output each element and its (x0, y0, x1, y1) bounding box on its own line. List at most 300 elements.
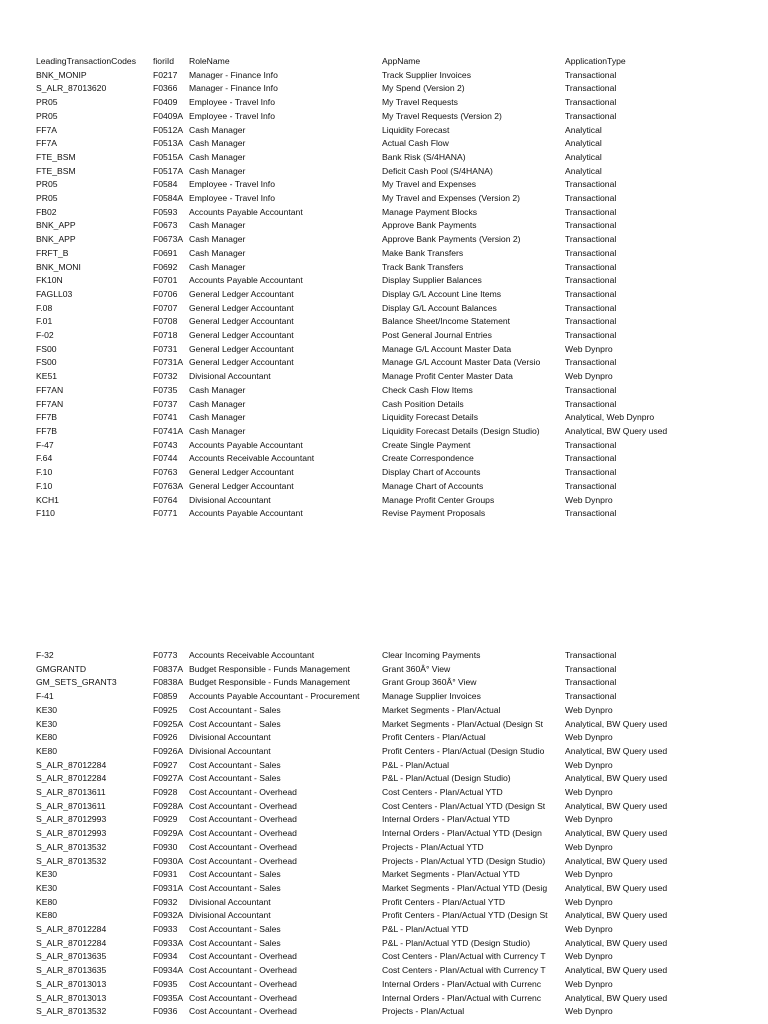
cell-app-name: Actual Cash Flow (382, 138, 449, 149)
cell-app-name: Market Segments - Plan/Actual YTD (Desig (382, 882, 548, 893)
cell-role-name: Cost Accountant - Overhead (189, 800, 297, 811)
cell-role-name: Cash Manager (189, 247, 246, 258)
cell-fiori-id: F0741 (153, 412, 178, 423)
table-row (36, 329, 725, 343)
cell-application-type: Transactional (565, 261, 617, 272)
cell-application-type: Web Dynpro (565, 896, 613, 907)
cell-fiori-id: F0931A (153, 882, 184, 893)
cell-application-type: Transactional (565, 357, 617, 368)
table-row (36, 165, 725, 179)
table-row (36, 343, 725, 357)
cell-transaction-code: S_ALR_87012284 (36, 773, 107, 784)
table-row (36, 219, 725, 233)
cell-fiori-id: F0513A (153, 138, 184, 149)
cell-transaction-code: S_ALR_87013013 (36, 978, 107, 989)
cell-application-type: Analytical, BW Query used (565, 745, 668, 756)
table-row (36, 813, 725, 827)
table-row (36, 896, 725, 910)
cell-application-type: Transactional (565, 110, 617, 121)
cell-fiori-id: F0515A (153, 151, 184, 162)
cell-transaction-code: F-32 (36, 650, 54, 660)
cell-fiori-id: F0409A (153, 110, 184, 121)
table-row (36, 1005, 725, 1019)
cell-fiori-id: F0838A (153, 677, 184, 688)
cell-app-name: My Spend (Version 2) (382, 83, 465, 94)
cell-fiori-id: F0735 (153, 384, 178, 395)
table-row (36, 439, 725, 453)
cell-role-name: Cost Accountant - Sales (189, 718, 281, 729)
table-row (36, 800, 725, 814)
cell-transaction-code: S_ALR_87013620 (36, 83, 107, 94)
cell-application-type: Web Dynpro (565, 371, 613, 382)
cell-role-name: Cost Accountant - Overhead (189, 992, 297, 1003)
table-row (36, 992, 725, 1006)
cell-role-name: Employee - Travel Info (189, 179, 275, 190)
cell-role-name: Cash Manager (189, 261, 246, 272)
cell-application-type: Analytical, BW Query used (565, 425, 668, 436)
cell-transaction-code: F110 (36, 508, 55, 519)
cell-transaction-code: S_ALR_87013611 (36, 800, 106, 811)
cell-transaction-code: F-41 (36, 691, 54, 702)
cell-role-name: General Ledger Accountant (189, 467, 294, 478)
cell-application-type: Transactional (565, 206, 617, 217)
cell-application-type: Transactional (565, 220, 617, 231)
cell-transaction-code: S_ALR_87013532 (36, 1006, 107, 1017)
cell-fiori-id: F0930A (153, 855, 184, 866)
cell-fiori-id: F0928A (153, 800, 184, 811)
cell-fiori-id: F0935A (153, 992, 184, 1003)
cell-transaction-code: S_ALR_87012284 (36, 937, 107, 948)
cell-fiori-id: F0708 (153, 316, 178, 327)
cell-app-name: Create Correspondence (382, 453, 474, 464)
cell-fiori-id: F0217 (153, 69, 178, 80)
cell-transaction-code: FAGLL03 (36, 288, 73, 299)
cell-transaction-code: FS00 (36, 343, 57, 354)
cell-role-name: Cash Manager (189, 384, 246, 395)
cell-transaction-code: FTE_BSM (36, 151, 76, 162)
cell-role-name: Accounts Payable Accountant (189, 508, 303, 519)
cell-app-name: Internal Orders - Plan/Actual YTD (382, 814, 510, 825)
cell-transaction-code: GM_SETS_GRANT3 (36, 677, 117, 688)
table-row (36, 261, 725, 275)
cell-app-name: Grant 360Â° View (382, 663, 451, 674)
cell-transaction-code: F-02 (36, 330, 54, 341)
cell-transaction-code: KE30 (36, 718, 58, 729)
cell-application-type: Transactional (565, 453, 617, 464)
cell-transaction-code: KE30 (36, 869, 58, 880)
cell-role-name: Divisional Accountant (189, 896, 271, 907)
cell-fiori-id: F0673A (153, 234, 184, 245)
cell-role-name: Divisional Accountant (189, 910, 271, 921)
cell-application-type: Analytical, Web Dynpro (565, 412, 655, 423)
cell-transaction-code: KE51 (36, 371, 58, 382)
cell-application-type: Web Dynpro (565, 732, 613, 743)
header-leading-transaction-codes: LeadingTransactionCodes (36, 56, 137, 66)
cell-transaction-code: FF7AN (36, 398, 64, 409)
cell-application-type: Transactional (565, 83, 617, 94)
cell-transaction-code: FF7B (36, 425, 58, 436)
cell-transaction-code: KE30 (36, 882, 58, 893)
cell-application-type: Transactional (565, 650, 617, 660)
cell-application-type: Analytical, BW Query used (565, 992, 668, 1003)
cell-app-name: Make Bank Transfers (382, 247, 464, 258)
cell-transaction-code: FF7A (36, 124, 58, 135)
header-fiori-id: fioriId (153, 56, 175, 66)
cell-transaction-code: BNK_APP (36, 220, 76, 231)
cell-fiori-id: F0929 (153, 814, 178, 825)
cell-role-name: Cost Accountant - Overhead (189, 951, 297, 962)
cell-role-name: Divisional Accountant (189, 732, 271, 743)
table-row (36, 82, 725, 96)
cell-app-name: Create Single Payment (382, 439, 471, 450)
cell-transaction-code: BNK_APP (36, 234, 76, 245)
cell-app-name: Profit Centers - Plan/Actual (382, 732, 486, 743)
cell-app-name: Clear Incoming Payments (382, 650, 481, 660)
cell-transaction-code: PR05 (36, 110, 58, 121)
cell-transaction-code: KE80 (36, 732, 58, 743)
table-row (36, 398, 725, 412)
cell-fiori-id: F0930 (153, 841, 178, 852)
cell-role-name: Cost Accountant - Overhead (189, 1006, 297, 1017)
cell-application-type: Web Dynpro (565, 814, 613, 825)
cell-role-name: Budget Responsible - Funds Management (189, 663, 350, 674)
cell-role-name: Budget Responsible - Funds Management (189, 677, 350, 688)
table-row (36, 923, 725, 937)
table-row (36, 868, 725, 882)
cell-app-name: Cash Position Details (382, 398, 464, 409)
table-row (36, 704, 725, 718)
cell-fiori-id: F0771 (153, 508, 178, 519)
cell-app-name: Display G/L Account Balances (382, 302, 497, 313)
cell-application-type: Analytical, BW Query used (565, 855, 668, 866)
cell-fiori-id: F0584 (153, 179, 178, 190)
cell-role-name: Cost Accountant - Sales (189, 924, 281, 935)
cell-role-name: Cost Accountant - Overhead (189, 828, 297, 839)
cell-application-type: Transactional (565, 439, 617, 450)
cell-fiori-id: F0744 (153, 453, 178, 464)
cell-role-name: Accounts Payable Accountant (189, 439, 303, 450)
cell-fiori-id: F0512A (153, 124, 184, 135)
table-row (36, 110, 725, 124)
cell-transaction-code: FK10N (36, 275, 63, 286)
cell-app-name: Revise Payment Proposals (382, 508, 486, 519)
cell-application-type: Analytical (565, 138, 602, 149)
cell-transaction-code: FF7A (36, 138, 58, 149)
cell-application-type: Analytical, BW Query used (565, 937, 668, 948)
cell-application-type: Analytical, BW Query used (565, 910, 668, 921)
cell-fiori-id: F0936 (153, 1006, 178, 1017)
cell-transaction-code: FS00 (36, 357, 57, 368)
cell-role-name: Cost Accountant - Overhead (189, 841, 297, 852)
cell-transaction-code: F.08 (36, 302, 53, 313)
cell-application-type: Analytical, BW Query used (565, 718, 668, 729)
cell-fiori-id: F0731 (153, 343, 178, 354)
cell-role-name: Cost Accountant - Sales (189, 704, 281, 715)
cell-transaction-code: F.10 (36, 480, 53, 491)
cell-transaction-code: KE30 (36, 704, 58, 715)
cell-fiori-id: F0933A (153, 937, 184, 948)
cell-fiori-id: F0731A (153, 357, 184, 368)
cell-role-name: Manager - Finance Info (189, 83, 278, 94)
cell-application-type: Analytical (565, 165, 602, 176)
cell-app-name: Internal Orders - Plan/Actual with Currenc (382, 978, 542, 989)
cell-application-type: Analytical, BW Query used (565, 800, 668, 811)
table-row (36, 882, 725, 896)
cell-application-type: Analytical, BW Query used (565, 965, 668, 976)
header-app-name: AppName (382, 56, 421, 66)
cell-fiori-id: F0929A (153, 828, 184, 839)
table-row (36, 649, 725, 663)
cell-fiori-id: F0859 (153, 691, 178, 702)
table-row (36, 151, 725, 165)
table-row (36, 841, 725, 855)
cell-application-type: Transactional (565, 179, 617, 190)
cell-fiori-id: F0764 (153, 494, 178, 505)
table-row (36, 855, 725, 869)
cell-role-name: Accounts Payable Accountant (189, 206, 303, 217)
cell-app-name: Liquidity Forecast (382, 124, 450, 135)
cell-application-type: Transactional (565, 480, 617, 491)
cell-fiori-id: F0692 (153, 261, 178, 272)
cell-application-type: Web Dynpro (565, 1006, 613, 1017)
cell-fiori-id: F0691 (153, 247, 178, 258)
cell-transaction-code: FRFT_B (36, 247, 69, 258)
cell-app-name: Approve Bank Payments (382, 220, 477, 231)
cell-app-name: Grant Group 360Â° View (382, 677, 477, 688)
cell-app-name: Market Segments - Plan/Actual (382, 704, 501, 715)
cell-fiori-id: F0732 (153, 371, 178, 382)
cell-app-name: P&L - Plan/Actual (Design Studio) (382, 773, 511, 784)
cell-application-type: Transactional (565, 384, 617, 395)
cell-role-name: Cost Accountant - Sales (189, 937, 281, 948)
cell-application-type: Transactional (565, 97, 617, 108)
table-row (36, 480, 725, 494)
cell-application-type: Web Dynpro (565, 978, 613, 989)
cell-application-type: Analytical (565, 124, 602, 135)
cell-role-name: Divisional Accountant (189, 371, 271, 382)
cell-transaction-code: KE80 (36, 896, 58, 907)
cell-fiori-id: F0743 (153, 439, 178, 450)
table-row (36, 494, 725, 508)
table-row (36, 384, 725, 398)
cell-fiori-id: F0927A (153, 773, 184, 784)
cell-app-name: P&L - Plan/Actual YTD (382, 924, 469, 935)
table-row (36, 247, 725, 261)
cell-fiori-id: F0593 (153, 206, 178, 217)
cell-app-name: Profit Centers - Plan/Actual YTD (Design St (382, 910, 548, 921)
cell-role-name: Cash Manager (189, 412, 246, 423)
table-row (36, 452, 725, 466)
cell-transaction-code: S_ALR_87013611 (36, 787, 106, 798)
cell-application-type: Transactional (565, 193, 617, 204)
cell-application-type: Analytical (565, 151, 602, 162)
cell-role-name: Cost Accountant - Overhead (189, 855, 297, 866)
cell-application-type: Transactional (565, 508, 617, 519)
cell-app-name: Cost Centers - Plan/Actual with Currency T (382, 965, 546, 976)
cell-fiori-id: F0409 (153, 97, 178, 108)
cell-fiori-id: F0718 (153, 330, 178, 341)
cell-app-name: Check Cash Flow Items (382, 384, 473, 395)
cell-app-name: Balance Sheet/Income Statement (382, 316, 511, 327)
cell-app-name: Deficit Cash Pool (S/4HANA) (382, 165, 493, 176)
cell-transaction-code: KE80 (36, 910, 58, 921)
cell-transaction-code: FF7AN (36, 384, 64, 395)
cell-app-name: Liquidity Forecast Details (382, 412, 479, 423)
cell-app-name: Profit Centers - Plan/Actual YTD (382, 896, 506, 907)
cell-app-name: Manage Profit Center Master Data (382, 371, 513, 382)
cell-role-name: Employee - Travel Info (189, 97, 275, 108)
cell-transaction-code: S_ALR_87013532 (36, 841, 107, 852)
table-row (36, 978, 725, 992)
table-row (36, 192, 725, 206)
cell-role-name: Cost Accountant - Sales (189, 759, 281, 770)
cell-transaction-code: F-47 (36, 439, 54, 450)
cell-transaction-code: S_ALR_87012993 (36, 828, 107, 839)
cell-application-type: Analytical, BW Query used (565, 882, 668, 893)
cell-fiori-id: F0837A (153, 663, 184, 674)
cell-app-name: Projects - Plan/Actual (382, 1006, 465, 1017)
cell-transaction-code: PR05 (36, 193, 58, 204)
cell-app-name: Display Supplier Balances (382, 275, 482, 286)
header-application-type: ApplicationType (565, 56, 626, 66)
cell-role-name: Cash Manager (189, 151, 246, 162)
table-row (36, 507, 725, 521)
cell-app-name: Liquidity Forecast Details (Design Studio) (382, 425, 540, 436)
table-row (36, 731, 725, 745)
table-row (36, 950, 725, 964)
cell-app-name: Display G/L Account Line Items (382, 288, 502, 299)
cell-transaction-code: F.01 (36, 316, 53, 327)
cell-application-type: Transactional (565, 398, 617, 409)
table-row (36, 759, 725, 773)
cell-fiori-id: F0673 (153, 220, 178, 231)
cell-fiori-id: F0741A (153, 425, 184, 436)
cell-role-name: Cost Accountant - Sales (189, 773, 281, 784)
table-row (36, 124, 725, 138)
cell-application-type: Analytical, BW Query used (565, 773, 668, 784)
cell-role-name: Cost Accountant - Overhead (189, 787, 297, 798)
cell-application-type: Analytical, BW Query used (565, 828, 668, 839)
table-row (36, 425, 725, 439)
cell-application-type: Transactional (565, 247, 617, 258)
cell-application-type: Transactional (565, 316, 617, 327)
cell-application-type: Web Dynpro (565, 343, 613, 354)
cell-role-name: General Ledger Accountant (189, 357, 294, 368)
table-row (36, 288, 725, 302)
cell-app-name: Bank Risk (S/4HANA) (382, 151, 466, 162)
table-row (36, 370, 725, 384)
cell-application-type: Web Dynpro (565, 924, 613, 935)
app-table-top (36, 55, 725, 521)
cell-transaction-code: FF7B (36, 412, 58, 423)
cell-role-name: General Ledger Accountant (189, 330, 294, 341)
cell-role-name: Cash Manager (189, 138, 246, 149)
cell-fiori-id: F0707 (153, 302, 178, 313)
cell-fiori-id: F0934 (153, 951, 178, 962)
cell-application-type: Web Dynpro (565, 869, 613, 880)
cell-fiori-id: F0935 (153, 978, 178, 989)
cell-role-name: Employee - Travel Info (189, 193, 275, 204)
cell-transaction-code: S_ALR_87012284 (36, 924, 107, 935)
table-row (36, 786, 725, 800)
cell-fiori-id: F0701 (153, 275, 178, 286)
cell-app-name: P&L - Plan/Actual (382, 759, 450, 770)
cell-role-name: Cash Manager (189, 165, 246, 176)
app-table-bottom (36, 649, 725, 1019)
cell-application-type: Transactional (565, 275, 617, 286)
cell-role-name: Cost Accountant - Overhead (189, 978, 297, 989)
table-row (36, 690, 725, 704)
cell-app-name: Projects - Plan/Actual YTD (Design Studio) (382, 855, 546, 866)
table-row (36, 274, 725, 288)
cell-app-name: Internal Orders - Plan/Actual YTD (Design (382, 828, 542, 839)
cell-fiori-id: F0737 (153, 398, 178, 409)
cell-app-name: Display Chart of Accounts (382, 467, 481, 478)
cell-role-name: Cost Accountant - Overhead (189, 814, 297, 825)
cell-app-name: My Travel and Expenses (Version 2) (382, 193, 521, 204)
cell-application-type: Transactional (565, 234, 617, 245)
cell-fiori-id: F0584A (153, 193, 184, 204)
cell-application-type: Web Dynpro (565, 787, 613, 798)
cell-fiori-id: F0925 (153, 704, 178, 715)
cell-role-name: General Ledger Accountant (189, 302, 294, 313)
table-row (36, 937, 725, 951)
cell-app-name: Track Bank Transfers (382, 261, 464, 272)
table-row (36, 356, 725, 370)
cell-role-name: Employee - Travel Info (189, 110, 275, 121)
cell-role-name: Cash Manager (189, 220, 246, 231)
table-row (36, 676, 725, 690)
cell-app-name: Cost Centers - Plan/Actual YTD (Design St (382, 800, 546, 811)
cell-fiori-id: F0763 (153, 467, 178, 478)
cell-app-name: Manage Chart of Accounts (382, 480, 484, 491)
cell-transaction-code: BNK_MONIP (36, 69, 87, 80)
cell-transaction-code: S_ALR_87013635 (36, 951, 107, 962)
cell-app-name: Manage Payment Blocks (382, 206, 478, 217)
cell-role-name: Accounts Receivable Accountant (189, 453, 315, 464)
cell-application-type: Web Dynpro (565, 759, 613, 770)
cell-application-type: Transactional (565, 288, 617, 299)
cell-app-name: Profit Centers - Plan/Actual (Design Studio (382, 745, 545, 756)
cell-fiori-id: F0763A (153, 480, 184, 491)
cell-app-name: My Travel Requests (382, 97, 458, 108)
cell-fiori-id: F0934A (153, 965, 184, 976)
table-row (36, 964, 725, 978)
cell-fiori-id: F0926 (153, 732, 178, 743)
cell-role-name: General Ledger Accountant (189, 343, 294, 354)
cell-fiori-id: F0933 (153, 924, 178, 935)
cell-application-type: Web Dynpro (565, 841, 613, 852)
cell-app-name: My Travel Requests (Version 2) (382, 110, 502, 121)
cell-app-name: P&L - Plan/Actual YTD (Design Studio) (382, 937, 531, 948)
cell-role-name: Cash Manager (189, 124, 246, 135)
cell-app-name: Projects - Plan/Actual YTD (382, 841, 484, 852)
cell-app-name: Manage G/L Account Master Data (Versio (382, 357, 541, 368)
cell-transaction-code: KE80 (36, 745, 58, 756)
cell-app-name: Market Segments - Plan/Actual (Design St (382, 718, 543, 729)
table-row (36, 411, 725, 425)
cell-fiori-id: F0932A (153, 910, 184, 921)
cell-role-name: Cost Accountant - Overhead (189, 965, 297, 976)
table-row (36, 827, 725, 841)
cell-transaction-code: KCH1 (36, 494, 59, 505)
cell-fiori-id: F0366 (153, 83, 178, 94)
cell-fiori-id: F0773 (153, 650, 178, 660)
cell-fiori-id: F0706 (153, 288, 178, 299)
cell-app-name: Post General Journal Entries (382, 330, 492, 341)
cell-fiori-id: F0926A (153, 745, 184, 756)
cell-application-type: Transactional (565, 302, 617, 313)
